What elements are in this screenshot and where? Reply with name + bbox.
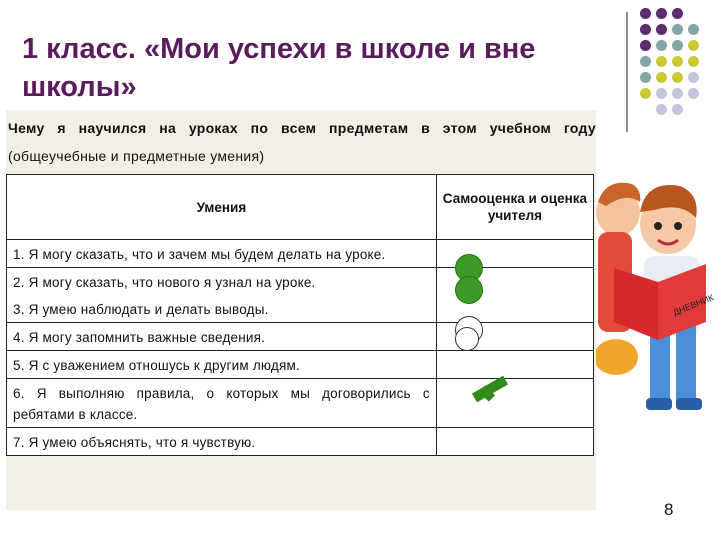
- intro-bold: Чему я научился на уроках по всем предметам в этом учебном году: [8, 120, 596, 136]
- grade-cell: [436, 240, 593, 268]
- skill-text: 3. Я умею наблюдать и делать выводы.: [7, 295, 437, 323]
- grade-cell: [436, 268, 593, 323]
- empty-mark-icon: [455, 327, 479, 351]
- grade-cell: [436, 428, 593, 456]
- skill-text: 2. Я могу сказать, что нового я узнал на уроке.: [7, 268, 437, 296]
- skill-text: 5. Я с уважением отношусь к другим людям.: [7, 351, 437, 379]
- skill-text: 4. Я могу запомнить важные сведения.: [7, 323, 437, 351]
- skill-text: 6. Я выполняю правила, о которых мы договорились с ребятами в классе.: [7, 379, 437, 428]
- divider-line: [626, 12, 628, 132]
- grade-cell: [436, 351, 593, 379]
- grade-cell: [436, 323, 593, 351]
- header-skills: Умения: [7, 175, 437, 240]
- header-grade: Самооценка и оценка учителя: [436, 175, 593, 240]
- skill-text: 7. Я умею объяснять, что я чувствую.: [7, 428, 437, 456]
- table-row: [7, 240, 594, 268]
- two-kids-reading-icon: [596, 172, 720, 412]
- green-mark-icon: [455, 276, 483, 304]
- grade-cell: [436, 379, 593, 428]
- intro-normal: (общеучебные и предметные умения): [8, 148, 265, 164]
- table-row: [7, 323, 594, 351]
- table-row: [7, 351, 594, 379]
- table-row: [7, 428, 594, 456]
- skill-text: 1. Я могу сказать, что и зачем мы будем делать на уроке.: [7, 240, 437, 268]
- table-header-row: [7, 175, 594, 240]
- page-number: 8: [664, 500, 674, 519]
- table-row: [7, 268, 594, 296]
- intro-text: [8, 114, 596, 170]
- svg-text:ДНЕВНИК: ДНЕВНИК: [671, 292, 716, 318]
- skills-table: [6, 174, 594, 456]
- slide-title: 1 класс. «Мои успехи в школе и вне школы»: [22, 33, 536, 103]
